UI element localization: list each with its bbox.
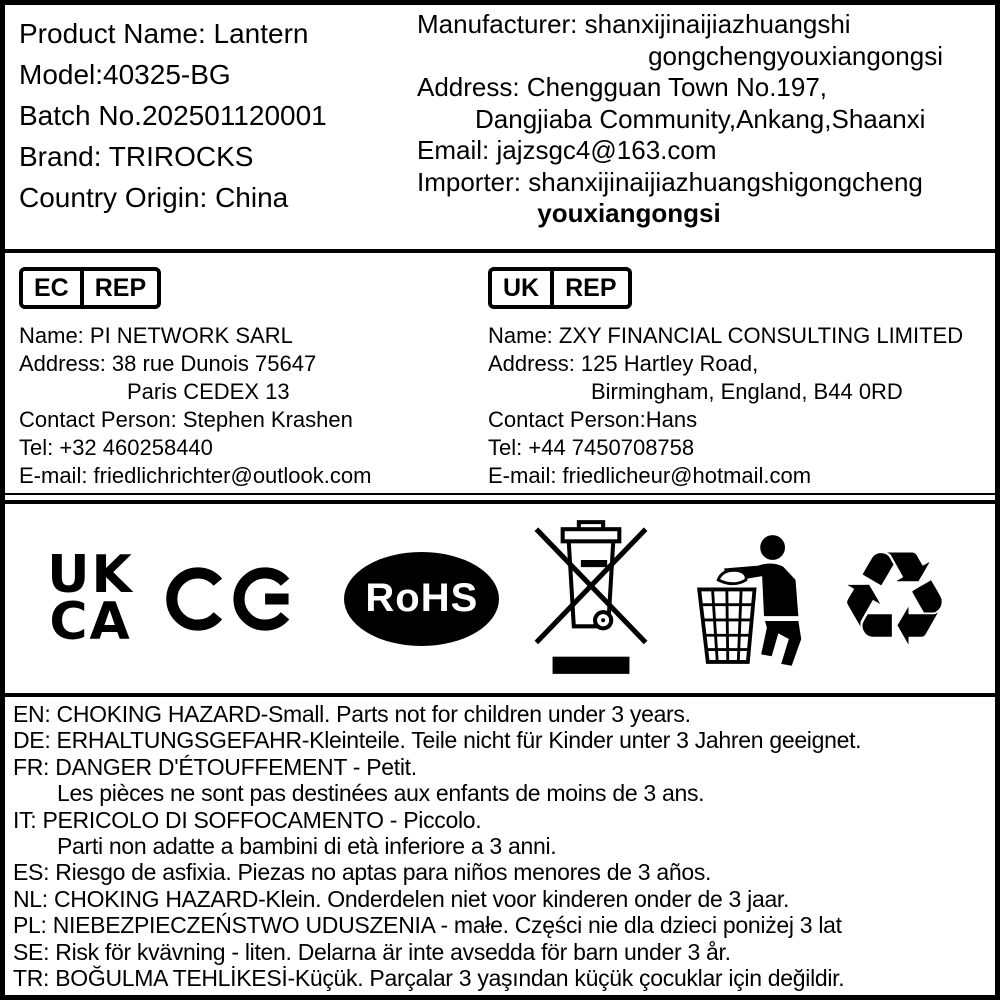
ukca-mark-icon bbox=[47, 544, 134, 652]
rohs-mark-icon bbox=[344, 552, 499, 646]
section-product-manufacturer bbox=[5, 5, 995, 253]
ec-rep-name: Name: PI NETWORK SARL bbox=[19, 323, 293, 348]
double-rule-divider bbox=[5, 493, 995, 504]
uk-rep-tel: Tel: +44 7450708758 bbox=[488, 435, 695, 460]
product-batch: Batch No.202501120001 bbox=[19, 100, 327, 131]
uk-rep-badge-left: UK bbox=[503, 274, 540, 302]
warning-en: EN: CHOKING HAZARD-Small. Parts not for children under 3 years. bbox=[13, 701, 691, 727]
section-representatives bbox=[5, 253, 995, 493]
warning-nl: NL: CHOKING HAZARD-Klein. Onderdelen niet voor kinderen onder de 3 jaar. bbox=[13, 885, 790, 912]
manufacturer-email: Email: jajzsgc4@163.com bbox=[417, 135, 717, 165]
uk-rep-name: Name: ZXY FINANCIAL CONSULTING LIMITED bbox=[488, 323, 964, 348]
product-name: Product Name: Lantern bbox=[19, 18, 309, 49]
manufacturer-name-line1: Manufacturer: shanxijinaijiazhuangshi bbox=[417, 9, 851, 39]
uk-rep-contact: Contact Person:Hans bbox=[488, 407, 698, 432]
ec-rep-badge-left: EC bbox=[34, 274, 69, 302]
importer-line2: youxiangongsi bbox=[537, 198, 721, 228]
recycling-symbol-icon: ♻ bbox=[836, 522, 953, 675]
uk-rep-badge-right: REP bbox=[550, 271, 627, 305]
warning-pl: PL: NIEBEZPIECZEŃSTWO UDUSZENIA - małe. Części nie dla dzieci poniżej 3 lat bbox=[13, 912, 842, 939]
ec-rep-icon bbox=[19, 267, 161, 309]
product-model: Model:40325-BG bbox=[19, 59, 231, 90]
ec-rep-email: E-mail: friedlichrichter@outlook.com bbox=[19, 463, 372, 488]
warning-it-line2: Parti non adatte a bambini di età inferiore a 3 anni. bbox=[57, 833, 557, 860]
warning-it-line1: IT: PERICOLO DI SOFFOCAMENTO - Piccolo. bbox=[13, 806, 482, 833]
ec-rep-contact: Contact Person: Stephen Krashen bbox=[19, 407, 353, 432]
uk-rep-email: E-mail: friedlicheur@hotmail.com bbox=[488, 463, 812, 488]
ec-rep-block bbox=[19, 267, 479, 490]
manufacturer-address-line1: Address: Chengguan Town No.197, bbox=[417, 72, 828, 102]
section-compliance-marks bbox=[5, 504, 995, 697]
uk-rep-address-line1: Address: 125 Hartley Road, bbox=[488, 351, 759, 376]
rohs-label: RoHS bbox=[365, 576, 479, 620]
product-origin: Country Origin: China bbox=[19, 182, 289, 213]
ec-rep-badge-right: REP bbox=[80, 271, 157, 305]
manufacturer-address-line2: Dangjiaba Community,Ankang,Shaanxi bbox=[475, 103, 926, 134]
manufacturer-info-column bbox=[417, 9, 991, 230]
ec-rep-address-line2: Paris CEDEX 13 bbox=[127, 379, 290, 404]
uk-rep-address-line2: Birmingham, England, B44 0RD bbox=[591, 379, 903, 404]
warning-fr-line2: Les pièces ne sont pas destinées aux enfants de moins de 3 ans. bbox=[57, 780, 705, 807]
weee-crossed-bin-icon bbox=[530, 513, 652, 685]
uk-rep-block bbox=[488, 267, 993, 490]
warning-tr: TR: BOĞULMA TEHLİKESİ-Küçük. Parçalar 3 yaşından küçük çocuklar için değildir. bbox=[13, 965, 845, 992]
product-info-column bbox=[19, 13, 414, 218]
ce-mark-icon bbox=[164, 549, 314, 649]
importer-line1: Importer: shanxijinaijiazhuangshigongcheng bbox=[417, 166, 923, 197]
manufacturer-name-line2: gongchengyouxiangongsi bbox=[648, 40, 943, 71]
warning-fr-line1: FR: DANGER D'ÉTOUFFEMENT - Petit. bbox=[13, 753, 417, 780]
product-brand: Brand: TRIROCKS bbox=[19, 141, 254, 172]
warning-es: ES: Riesgo de asfixia. Piezas no aptas para niños menores de 3 años. bbox=[13, 859, 712, 886]
ec-rep-address-line1: Address: 38 rue Dunois 75647 bbox=[19, 351, 317, 376]
uk-rep-icon bbox=[488, 267, 632, 309]
warning-de: DE: ERHALTUNGSGEFAHR-Kleinteile. Teile nicht für Kinder unter 3 Jahren geeignet. bbox=[13, 727, 862, 754]
ec-rep-tel: Tel: +32 460258440 bbox=[19, 435, 213, 460]
ukca-line1: UK bbox=[47, 544, 134, 605]
section-warnings bbox=[5, 697, 995, 991]
warning-se: SE: Risk för kvävning - liten. Delarna är inte avsedda för barn under 3 år. bbox=[13, 938, 731, 965]
tidyman-disposal-icon bbox=[682, 529, 806, 669]
ukca-line2: CA bbox=[49, 591, 132, 652]
